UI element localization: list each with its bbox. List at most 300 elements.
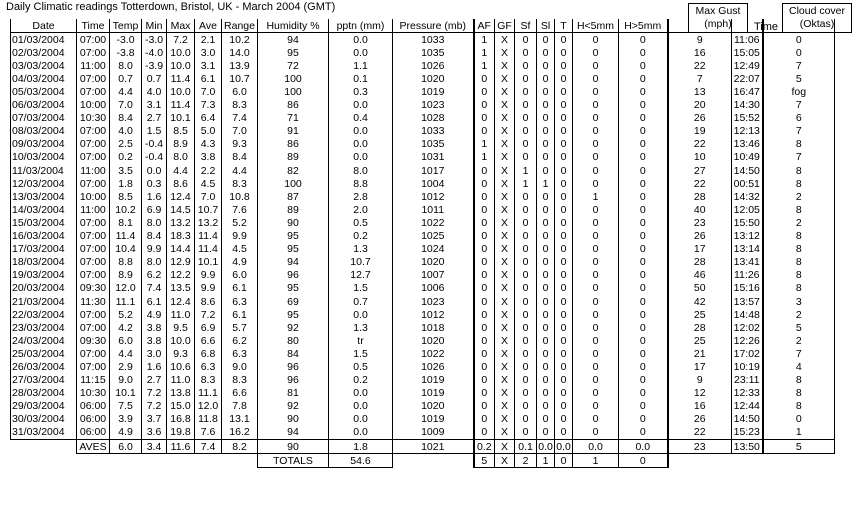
table-cell: 0 (555, 295, 573, 308)
table-cell: 0 (763, 33, 835, 47)
table-cell: 0 (555, 308, 573, 321)
table-cell: 8 (763, 138, 835, 151)
table-cell: 11.4 (195, 230, 222, 243)
table-cell: 07:00 (77, 243, 110, 256)
table-cell: 7.8 (222, 400, 258, 413)
table-cell: 0 (619, 59, 668, 72)
total-af: 5 (474, 454, 495, 468)
table-cell: 11.8 (195, 413, 222, 426)
table-cell: 0.4 (329, 112, 393, 125)
table-cell: 0 (619, 243, 668, 256)
average-cell: 0.0 (619, 440, 668, 454)
table-cell: 0 (474, 256, 495, 269)
table-cell: 19/03/2004 (11, 269, 77, 282)
table-cell: 16:47 (732, 85, 763, 98)
table-cell: 3.5 (110, 164, 142, 177)
table-cell: 11.4 (167, 99, 195, 112)
cloud-cover-header-line2: (Oktas) (799, 18, 835, 30)
table-cell: 11:15 (77, 374, 110, 387)
table-cell: 8.3 (222, 99, 258, 112)
table-cell: 11:00 (77, 164, 110, 177)
table-cell: 0 (515, 230, 537, 243)
table-cell: 15:05 (732, 46, 763, 59)
table-cell: 10.1 (195, 256, 222, 269)
table-cell: 8.4 (222, 151, 258, 164)
table-cell: 0 (474, 426, 495, 440)
table-cell: 0.5 (329, 360, 393, 373)
table-cell: 0 (474, 347, 495, 360)
table-cell: 46 (668, 269, 732, 282)
column-header-pptn-mm: pptn (mm) (329, 19, 393, 33)
table-cell: 4.0 (142, 85, 167, 98)
table-cell: 06:00 (77, 413, 110, 426)
table-cell: 0 (555, 190, 573, 203)
table-cell: 10.0 (167, 46, 195, 59)
table-cell: 9.5 (167, 321, 195, 334)
table-cell: 0 (619, 360, 668, 373)
table-cell: X (495, 256, 515, 269)
table-cell: 28 (668, 321, 732, 334)
table-cell: 13 (668, 85, 732, 98)
table-cell: 8.9 (110, 269, 142, 282)
table-cell: 0 (619, 112, 668, 125)
table-cell: 0 (537, 295, 555, 308)
table-cell: 00:51 (732, 177, 763, 190)
table-cell: 1022 (393, 347, 474, 360)
table-cell: 0 (537, 308, 555, 321)
table-cell: 10:49 (732, 151, 763, 164)
table-cell: 8 (763, 256, 835, 269)
table-row (11, 413, 835, 426)
table-cell: X (495, 46, 515, 59)
column-header-blank (732, 19, 763, 33)
total-h-gt5: 0 (619, 454, 668, 468)
table-cell: 11.1 (110, 295, 142, 308)
table-cell: 92 (258, 321, 329, 334)
table-cell: 07:00 (77, 360, 110, 373)
table-cell: 0 (555, 387, 573, 400)
table-cell: 0 (555, 33, 573, 47)
table-cell: 22 (668, 426, 732, 440)
table-cell: 0.0 (329, 138, 393, 151)
table-cell: 4.4 (110, 85, 142, 98)
table-cell: 0 (474, 413, 495, 426)
table-cell: X (495, 374, 515, 387)
table-cell: 1 (763, 426, 835, 440)
table-cell: 12:02 (732, 321, 763, 334)
table-cell: 8.8 (110, 256, 142, 269)
table-cell: 0 (537, 334, 555, 347)
table-cell: 8.4 (142, 230, 167, 243)
column-header-row (11, 19, 835, 33)
table-cell: 8 (763, 164, 835, 177)
table-cell: 8 (763, 387, 835, 400)
table-row (11, 360, 835, 373)
table-cell: 0 (474, 295, 495, 308)
table-cell: 7.0 (195, 85, 222, 98)
table-cell: 24/03/2004 (11, 334, 77, 347)
table-cell: 1033 (393, 125, 474, 138)
table-row (11, 151, 835, 164)
table-cell: 1.1 (329, 59, 393, 72)
table-cell: 0 (515, 308, 537, 321)
table-cell: 6.3 (222, 347, 258, 360)
table-cell: 8 (763, 282, 835, 295)
table-cell: 0 (619, 125, 668, 138)
table-cell: X (495, 151, 515, 164)
table-cell: 4.0 (110, 125, 142, 138)
table-cell: 8.5 (110, 190, 142, 203)
table-cell: 13:41 (732, 256, 763, 269)
table-cell: 9.0 (110, 374, 142, 387)
table-cell: 0 (537, 400, 555, 413)
table-cell: 22 (668, 59, 732, 72)
table-cell: -0.4 (142, 138, 167, 151)
table-cell: 0 (537, 125, 555, 138)
table-cell: -3.0 (110, 33, 142, 47)
table-cell: 95 (258, 46, 329, 59)
table-cell: 9 (668, 33, 732, 47)
table-cell: 0 (619, 138, 668, 151)
table-cell: X (495, 387, 515, 400)
average-cell: 0.0 (556, 440, 571, 453)
table-cell: 0 (515, 33, 537, 47)
table-cell: 16.8 (167, 413, 195, 426)
table-cell: 1007 (393, 269, 474, 282)
table-cell: 0 (555, 125, 573, 138)
table-cell: 10:19 (732, 360, 763, 373)
table-cell: 12:05 (732, 203, 763, 216)
table-cell: 0 (474, 112, 495, 125)
table-row (11, 426, 835, 440)
table-cell: 06:00 (77, 400, 110, 413)
table-cell: 1.6 (142, 190, 167, 203)
table-cell: 0 (555, 230, 573, 243)
average-cell: 0.0 (538, 440, 553, 453)
table-cell: 2.7 (142, 374, 167, 387)
table-cell: 10.1 (110, 387, 142, 400)
table-cell: 1 (515, 164, 537, 177)
table-cell: 1020 (393, 334, 474, 347)
table-cell: 2.0 (329, 203, 393, 216)
table-cell: 10.1 (167, 112, 195, 125)
table-cell: 1.3 (329, 243, 393, 256)
table-cell: 1028 (393, 112, 474, 125)
table-cell: 07:00 (77, 216, 110, 229)
table-cell: 0 (619, 413, 668, 426)
table-cell: 4.9 (110, 426, 142, 440)
average-cell: 1021 (393, 440, 474, 454)
table-cell: 1.6 (142, 360, 167, 373)
table-cell: 17/03/2004 (11, 243, 77, 256)
table-cell: 04/03/2004 (11, 72, 77, 85)
table-cell: 0.0 (329, 33, 393, 47)
table-cell: 14.0 (222, 46, 258, 59)
table-cell: 0 (474, 360, 495, 373)
table-cell: 0 (573, 138, 619, 151)
table-cell: 100 (258, 177, 329, 190)
table-row (11, 282, 835, 295)
table-cell: 1023 (393, 99, 474, 112)
table-cell: 1.8 (110, 177, 142, 190)
table-cell: -3.0 (142, 33, 167, 47)
table-cell: 50 (668, 282, 732, 295)
table-cell: 2 (763, 216, 835, 229)
table-cell: 12.2 (167, 269, 195, 282)
table-cell: 94 (258, 33, 329, 47)
table-cell: tr (329, 334, 393, 347)
table-cell: 23 (668, 216, 732, 229)
total-sl: 1 (537, 454, 555, 468)
table-cell: 42 (668, 295, 732, 308)
table-cell: 08/03/2004 (11, 125, 77, 138)
table-cell: 12.4 (167, 295, 195, 308)
table-cell: 0 (537, 72, 555, 85)
table-cell: 72 (258, 59, 329, 72)
table-cell: -3.8 (110, 46, 142, 59)
table-cell: 1012 (393, 190, 474, 203)
table-cell: 0 (619, 426, 668, 440)
table-cell: 0 (573, 308, 619, 321)
table-cell: 12.0 (110, 282, 142, 295)
table-cell: 07:00 (77, 256, 110, 269)
table-cell: 71 (258, 112, 329, 125)
table-cell: 0 (555, 59, 573, 72)
table-row (11, 190, 835, 203)
table-cell: 0 (573, 151, 619, 164)
table-cell: 0 (573, 295, 619, 308)
table-cell: 13:14 (732, 243, 763, 256)
average-cell: 3.4 (142, 440, 167, 454)
table-cell: 0 (515, 72, 537, 85)
table-cell: 1.3 (329, 321, 393, 334)
table-cell: 1 (474, 46, 495, 59)
column-header-min: Min (142, 19, 167, 33)
table-cell: 95 (258, 230, 329, 243)
table-cell: 25 (668, 334, 732, 347)
table-cell: 0 (474, 243, 495, 256)
table-cell: 12:26 (732, 334, 763, 347)
table-cell: 6.3 (195, 360, 222, 373)
table-cell: 0 (474, 99, 495, 112)
table-cell: 91 (258, 125, 329, 138)
table-cell: 09:30 (77, 334, 110, 347)
table-cell: 0 (474, 72, 495, 85)
table-cell: 23:11 (732, 374, 763, 387)
table-cell: 21 (668, 347, 732, 360)
table-cell: 0 (573, 243, 619, 256)
table-cell: 0 (555, 99, 573, 112)
table-cell: 84 (258, 347, 329, 360)
table-cell: 13.5 (167, 282, 195, 295)
table-cell: 0 (619, 400, 668, 413)
table-cell: 0 (474, 125, 495, 138)
table-cell: 12:44 (732, 400, 763, 413)
table-cell: 0.2 (329, 230, 393, 243)
table-cell: 1 (515, 177, 537, 190)
table-cell: 1 (573, 190, 619, 203)
table-cell: 7.4 (142, 282, 167, 295)
table-cell: 8 (763, 400, 835, 413)
table-cell: 30/03/2004 (11, 413, 77, 426)
table-cell: 0 (555, 216, 573, 229)
table-row (11, 295, 835, 308)
column-header-blank (668, 19, 732, 33)
table-cell: 7 (763, 99, 835, 112)
table-cell: 0 (573, 112, 619, 125)
table-cell: 0 (555, 46, 573, 59)
average-cell: 5 (763, 440, 835, 454)
table-cell: 12:13 (732, 125, 763, 138)
table-cell: 0 (619, 269, 668, 282)
table-cell: 8.9 (167, 138, 195, 151)
table-cell: 12:33 (732, 387, 763, 400)
totals-spacer (167, 454, 195, 468)
table-cell: 0 (515, 321, 537, 334)
table-cell: 7 (763, 125, 835, 138)
table-row (11, 46, 835, 59)
table-cell: 0.0 (329, 46, 393, 59)
table-cell: 0 (555, 426, 573, 440)
table-cell: 0 (537, 190, 555, 203)
table-cell: 0 (619, 216, 668, 229)
table-cell: 0.0 (329, 387, 393, 400)
table-cell: 0 (573, 99, 619, 112)
table-cell: 7.5 (110, 400, 142, 413)
average-cell: 0.2 (474, 440, 495, 454)
table-cell: 3.9 (110, 413, 142, 426)
table-cell: 8.6 (195, 295, 222, 308)
column-header-time: Time (77, 19, 110, 33)
table-cell: 0 (573, 256, 619, 269)
table-cell: 6.0 (222, 85, 258, 98)
table-cell: 16/03/2004 (11, 230, 77, 243)
table-cell: 7 (668, 72, 732, 85)
table-cell: 1035 (393, 138, 474, 151)
table-cell: 0 (515, 151, 537, 164)
table-cell: 1020 (393, 400, 474, 413)
average-cell: 1.8 (329, 440, 393, 454)
totals-spacer (763, 454, 835, 468)
table-cell: 07:00 (77, 46, 110, 59)
table-cell: 2 (763, 308, 835, 321)
table-cell: 10.4 (110, 243, 142, 256)
table-cell: 6.0 (222, 269, 258, 282)
table-cell: 0 (619, 85, 668, 98)
table-cell: 6.9 (195, 321, 222, 334)
table-cell: 11:00 (77, 59, 110, 72)
table-cell: 1025 (393, 230, 474, 243)
total-sf: 2 (515, 454, 537, 468)
table-cell: 0 (555, 112, 573, 125)
table-cell: 0 (573, 177, 619, 190)
table-cell: 0 (515, 269, 537, 282)
table-cell: 14/03/2004 (11, 203, 77, 216)
table-cell: 8.3 (195, 374, 222, 387)
table-cell: 1 (474, 59, 495, 72)
table-cell: 0 (515, 203, 537, 216)
table-cell: 07:00 (77, 230, 110, 243)
max-gust-header-line1: Max Gust (695, 5, 741, 17)
table-cell: 1 (537, 177, 555, 190)
table-cell: 90 (258, 413, 329, 426)
table-cell: 0 (555, 138, 573, 151)
table-cell: 89 (258, 151, 329, 164)
table-cell: 8 (763, 243, 835, 256)
table-cell: 0 (515, 387, 537, 400)
table-cell: 0 (619, 347, 668, 360)
table-cell: 28 (668, 190, 732, 203)
table-cell: 6.1 (222, 308, 258, 321)
table-cell: 05/03/2004 (11, 85, 77, 98)
table-cell: 0 (573, 216, 619, 229)
table-cell: X (495, 177, 515, 190)
table-cell: 07:00 (77, 85, 110, 98)
table-cell: 3.1 (142, 99, 167, 112)
table-cell: 9.9 (195, 282, 222, 295)
table-cell: 7 (763, 59, 835, 72)
table-cell: 0 (763, 46, 835, 59)
total-t: 0 (555, 454, 573, 468)
totals-spacer (732, 454, 763, 468)
table-cell: 0 (515, 282, 537, 295)
table-cell: 6.1 (195, 72, 222, 85)
table-cell: 0 (515, 216, 537, 229)
table-cell: 7.2 (142, 400, 167, 413)
table-cell: 0 (537, 230, 555, 243)
table-cell: 19.8 (167, 426, 195, 440)
table-cell: 69 (258, 295, 329, 308)
table-cell: 0 (537, 256, 555, 269)
table-cell: 12.4 (167, 190, 195, 203)
table-cell: 14:32 (732, 190, 763, 203)
table-cell: 15.0 (167, 400, 195, 413)
table-cell: 3.0 (142, 347, 167, 360)
table-cell: 0 (619, 230, 668, 243)
table-cell: 1 (474, 151, 495, 164)
table-cell: 3.8 (142, 321, 167, 334)
table-cell: 0 (555, 400, 573, 413)
table-cell: 0 (537, 138, 555, 151)
table-cell: 19 (668, 125, 732, 138)
table-cell: 0 (537, 203, 555, 216)
table-cell: 11:26 (732, 269, 763, 282)
table-cell: 0 (474, 190, 495, 203)
table-cell: 14:48 (732, 308, 763, 321)
table-cell: 95 (258, 282, 329, 295)
table-cell: 0.0 (142, 164, 167, 177)
table-cell: X (495, 295, 515, 308)
table-cell: 26 (668, 413, 732, 426)
table-cell: 0 (537, 321, 555, 334)
totals-spacer (142, 454, 167, 468)
table-cell: 3.0 (195, 46, 222, 59)
totals-row (11, 454, 835, 468)
table-cell: 0 (573, 72, 619, 85)
table-cell: 0 (474, 387, 495, 400)
table-cell: 5 (763, 321, 835, 334)
table-cell: 10.7 (222, 72, 258, 85)
table-cell: 11:00 (77, 203, 110, 216)
table-cell: 10:30 (77, 387, 110, 400)
table-cell: 0 (537, 151, 555, 164)
table-cell: 6.3 (222, 295, 258, 308)
table-cell: 0 (515, 400, 537, 413)
table-cell: 10.8 (222, 190, 258, 203)
table-cell: 0 (619, 374, 668, 387)
table-cell: 0 (537, 426, 555, 440)
table-cell: 28/03/2004 (11, 387, 77, 400)
